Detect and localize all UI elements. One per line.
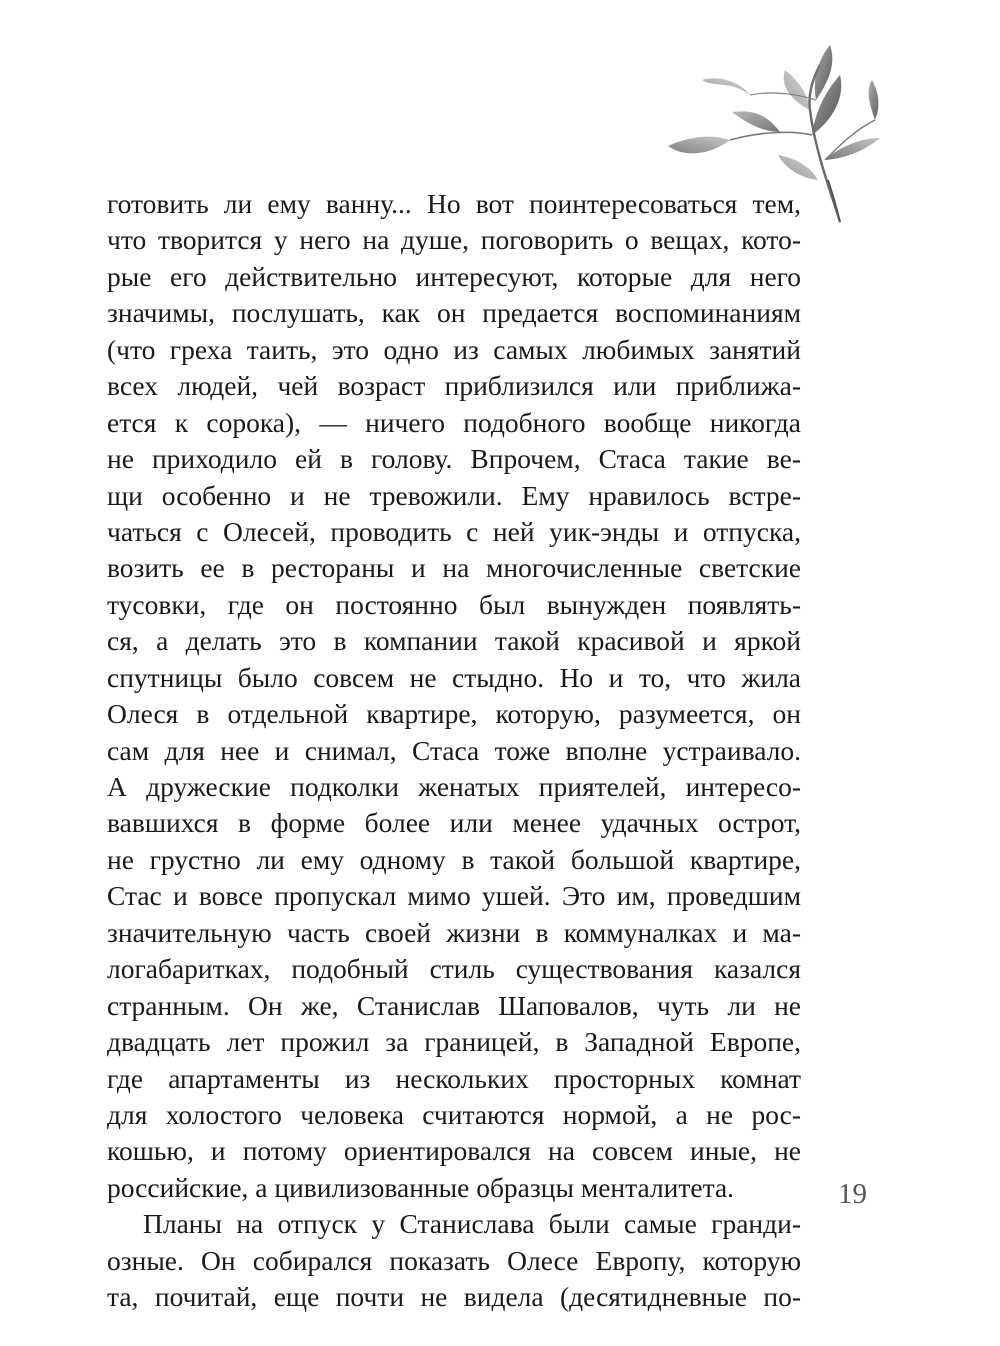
text-line: вавшихся в форме более или менее удачных острот, [107, 807, 801, 839]
text-line: Планы на отпуск у Станислава были самые гранди- [143, 1208, 801, 1240]
text-line: всех людей, чей возраст приблизился или приближа- [107, 370, 801, 402]
text-line: что творится у него на душе, поговорить о вещах, кото- [107, 224, 801, 256]
text-line: спутницы было совсем не стыдно. Но и то, что жила [107, 661, 801, 693]
text-line: значительную часть своей жизни в коммуналках и ма- [107, 916, 801, 948]
text-line: чаться с Олесей, проводить с ней уик-энды и отпуска, [107, 515, 801, 547]
text-line: готовить ли ему ванну... Но вот поинтересоваться тем, [107, 188, 801, 219]
text-line: (что греха таить, это одно из самых любимых занятий [107, 333, 801, 365]
text-line: логабаритках, подобный стиль существования казался [107, 953, 801, 985]
text-line: значимы, послушать, как он предается воспоминаниям [107, 297, 801, 329]
body-text [107, 186, 801, 1316]
text-line: рые его действительно интересуют, которые для него [107, 260, 801, 292]
text-line: российские, а цивилизованные образцы менталитета. [107, 1171, 735, 1203]
text-line: кошью, и потому ориентировался на совсем иные, не [107, 1135, 801, 1167]
page-number: 19 [838, 1178, 867, 1210]
text-line: возить ее в рестораны и на многочисленные светские [107, 552, 801, 584]
text-line: Стас и вовсе пропускал мимо ушей. Это им, проведшим [107, 880, 801, 912]
text-line: щи особенно и не тревожили. Ему нравилось встре- [107, 479, 801, 511]
text-line: не грустно ли ему одному в такой большой квартире, [107, 843, 801, 875]
text-line: странным. Он же, Станислав Шаповалов, чуть ли не [107, 989, 801, 1021]
text-line: где апартаменты из нескольких просторных комнат [107, 1062, 801, 1094]
text-line: озные. Он собирался показать Олесе Европу, которую [107, 1244, 801, 1276]
text-line: двадцать лет прожил за границей, в Западной Европе, [107, 1026, 801, 1058]
text-line: А дружеские подколки женатых приятелей, интересо- [107, 771, 801, 802]
text-line: тусовки, где он постоянно был вынужден появлять- [107, 588, 801, 620]
text-line: сам для нее и снимал, Стаса тоже вполне устраивало. [107, 734, 801, 766]
text-line: не приходило ей в голову. Впрочем, Стаса такие ве- [107, 443, 801, 475]
text-line: Олеся в отдельной квартире, которую, разумеется, он [107, 698, 801, 730]
text-line: ется к сорока), — ничего подобного вообще никогда [107, 406, 801, 438]
text-line: для холостого человека считаются нормой, а не рос- [107, 1098, 801, 1130]
text-line: ся, а делать это в компании такой красивой и яркой [107, 625, 801, 657]
text-line: та, почитай, еще почти не видела (десятидневные по- [107, 1281, 801, 1313]
